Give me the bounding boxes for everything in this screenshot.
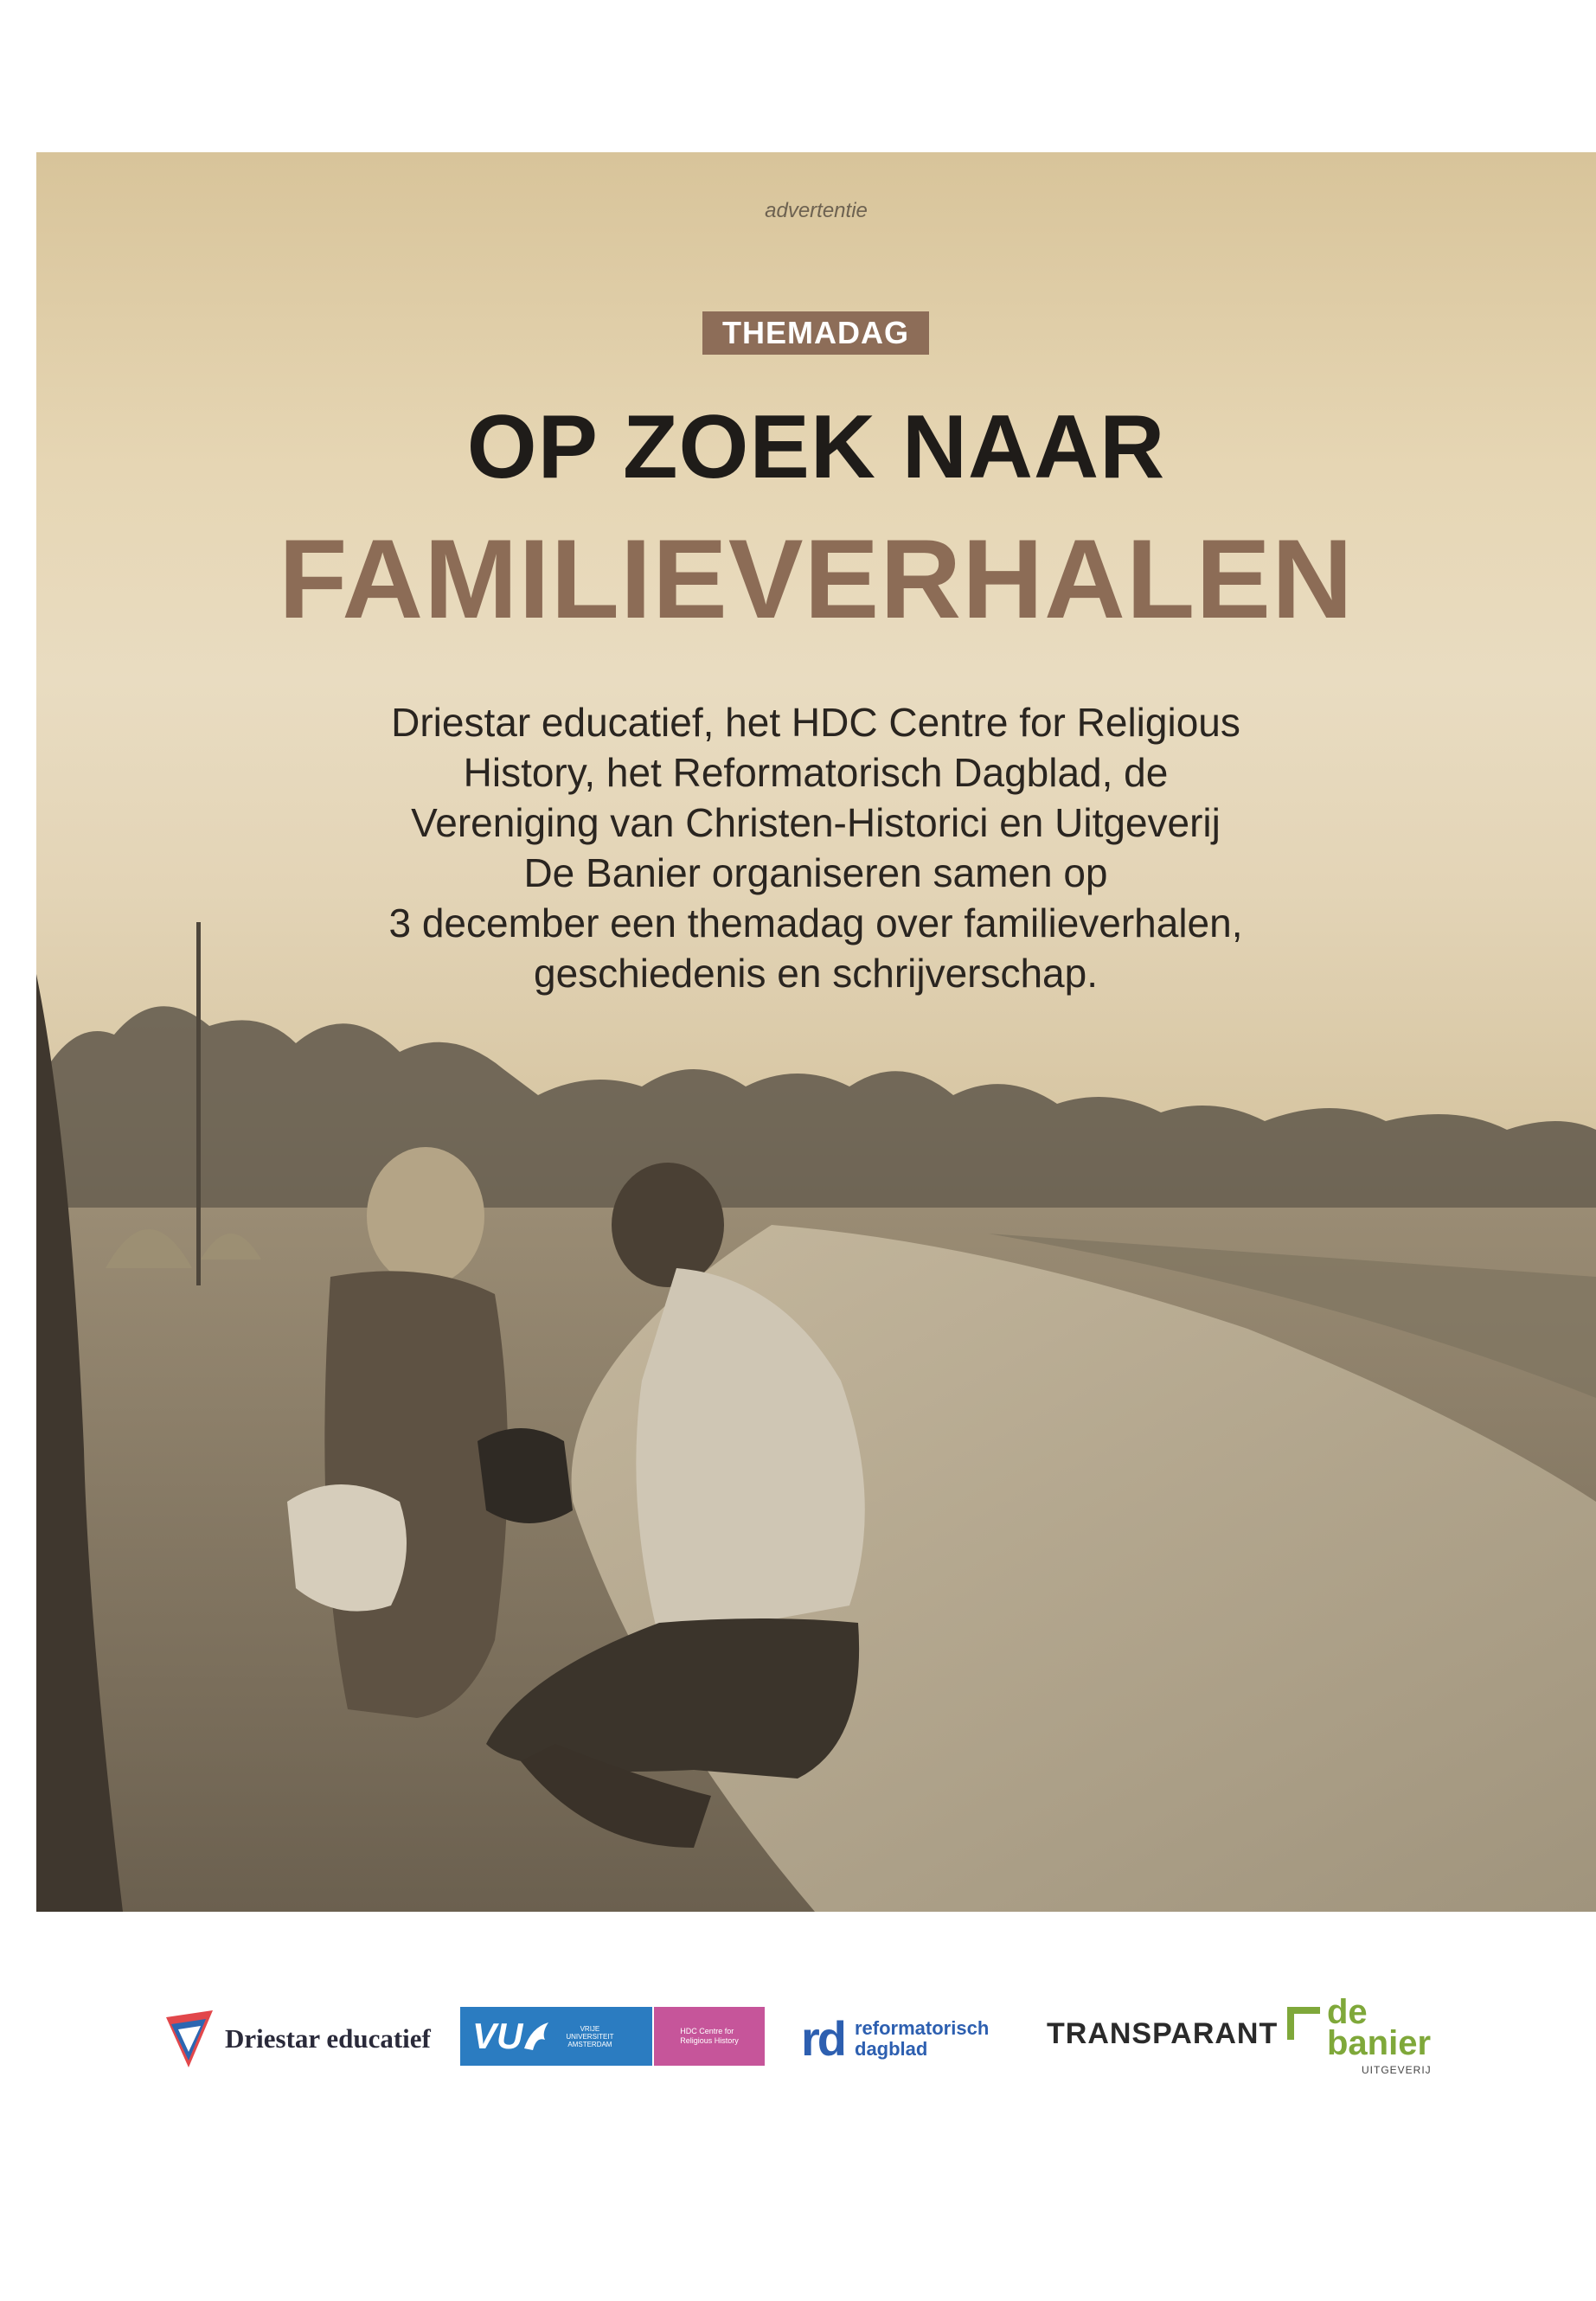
intro-line: History, het Reformatorisch Dagblad, de — [463, 750, 1169, 795]
intro-line: geschiedenis en schrijverschap. — [533, 951, 1099, 996]
intro-line: 3 december een themadag over familieverhalen, — [388, 901, 1243, 945]
intro-line: Driestar educatief, het HDC Centre for Religious — [391, 700, 1240, 745]
banier-flag-icon — [1287, 2007, 1320, 2040]
headline-line-2: FAMILIEVERHALEN — [279, 516, 1354, 642]
advertisement-label: advertentie — [765, 199, 868, 222]
transparant-logo: TRANSPARANT — [1047, 2017, 1279, 2050]
partner-logos — [0, 1990, 1596, 2102]
intro-line: Vereniging van Christen-Historici en Uitgeverij — [411, 800, 1221, 845]
rd-name: reformatorisch dagblad — [855, 2016, 990, 2060]
driestar-logo — [163, 2007, 431, 2071]
banier-logo — [1287, 1993, 1432, 2076]
vu-university-text: VRIJE UNIVERSITEIT AMSTERDAM — [566, 2024, 614, 2048]
headline-line-1: OP ZOEK NAAR — [466, 397, 1166, 497]
griffin-icon — [522, 2019, 552, 2054]
banier-word-banier: banier — [1327, 2024, 1432, 2062]
vu-mark — [460, 2007, 652, 2066]
vu-hdc-logo — [460, 2007, 765, 2066]
banier-word-de: de — [1327, 1993, 1368, 2031]
driestar-name: Driestar educatief — [225, 2023, 431, 2054]
hdc-mark: HDC Centre for Religious History — [652, 2007, 765, 2066]
advertisement-panel — [36, 152, 1596, 1912]
rd-logo — [801, 2010, 989, 2067]
banier-subtitle: UITGEVERIJ — [1362, 2064, 1432, 2076]
vu-letters: VU — [472, 2016, 523, 2056]
driestar-icon — [163, 2009, 216, 2069]
rd-mark: rd — [801, 2011, 844, 2066]
kicker-badge: THEMADAG — [702, 311, 929, 355]
intro-text — [297, 697, 1335, 998]
intro-line: De Banier organiseren samen op — [523, 850, 1108, 895]
